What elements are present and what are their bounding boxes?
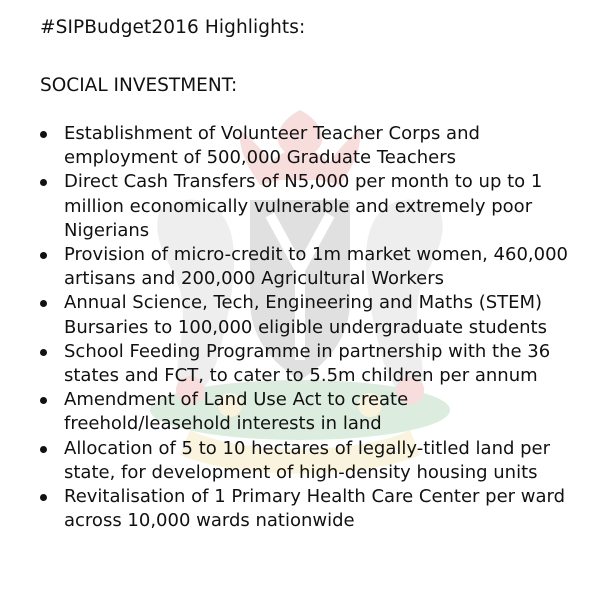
page-title: #SIPBudget2016 Highlights: (40, 17, 306, 38)
section-heading: SOCIAL INVESTMENT: (40, 75, 238, 96)
list-item: Establishment of Volunteer Teacher Corps and employment of 500,000 Graduate Teachers (40, 122, 580, 170)
list-item: Annual Science, Tech, Engineering and Maths (STEM) Bursaries to 100,000 eligible undergraduate students (40, 291, 580, 339)
list-item: Direct Cash Transfers of N5,000 per month to up to 1 million economically vulnerable and extremely poor Nigerians (40, 170, 580, 243)
list-item: Provision of micro-credit to 1m market women, 460,000 artisans and 200,000 Agricultural Workers (40, 243, 580, 291)
highlights-document (40, 14, 580, 533)
list-item: School Feeding Programme in partnership with the 36 states and FCT, to cater to 5.5m children per annum (40, 340, 580, 388)
list-item: Revitalisation of 1 Primary Health Care Center per ward across 10,000 wards nationwide (40, 485, 580, 533)
highlights-list (40, 122, 580, 533)
list-item: Allocation of 5 to 10 hectares of legally-titled land per state, for development of high-density housing units (40, 437, 580, 485)
list-item: Amendment of Land Use Act to create freehold/leasehold interests in land (40, 388, 580, 436)
